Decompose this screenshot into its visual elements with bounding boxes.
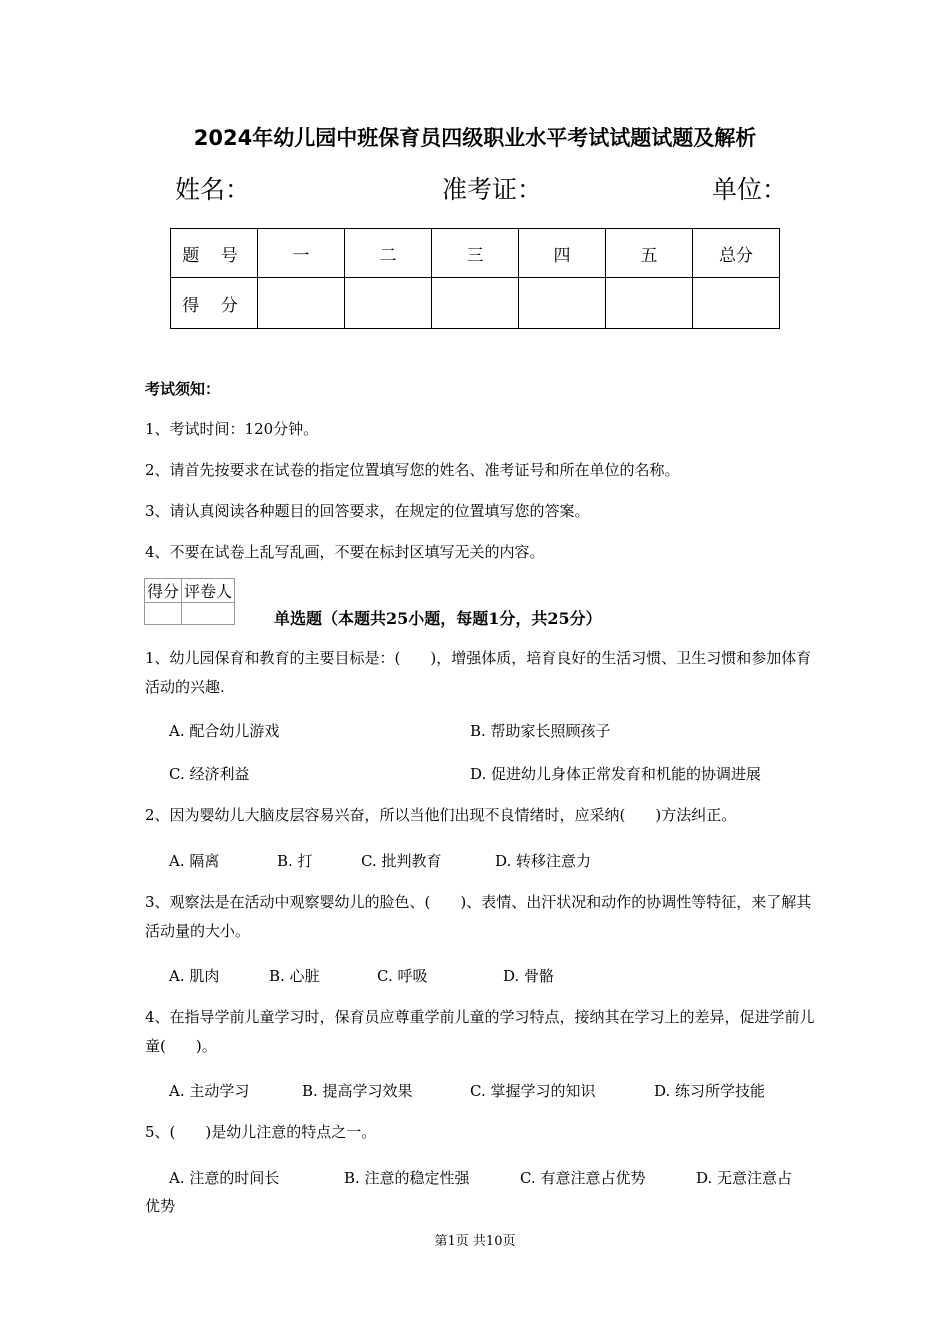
question-3-option-a: A. 肌肉 [169,967,220,985]
score-cell[interactable] [519,278,606,329]
grader-score-cell[interactable] [145,603,182,625]
score-col-4: 四 [519,229,606,278]
question-4-option-b: B. 提高学习效果 [302,1082,413,1100]
score-table-score-row [171,278,780,329]
notice-item-4: 4、不要在试卷上乱写乱画，不要在标封区填写无关的内容。 [145,543,545,561]
page-title: 2024年幼儿园中班保育员四级职业水平考试试题试题及解析 [193,126,757,150]
question-2-option-b: B. 打 [277,852,313,870]
name-field-label: 姓名： [175,175,251,204]
grader-name-cell[interactable] [182,603,235,625]
page-footer: 第1页 共10页 [434,1234,516,1249]
exam-id-field-label: 准考证： [442,175,543,204]
question-4-option-c: C. 掌握学习的知识 [470,1082,596,1100]
score-row-label: 得 分 [171,278,258,329]
question-3-option-b: B. 心脏 [269,967,320,985]
question-4-option-d: D. 练习所学技能 [654,1082,766,1100]
question-3-option-c: C. 呼吸 [377,967,428,985]
notice-item-3: 3、请认真阅读各种题目的回答要求，在规定的位置填写您的答案。 [145,502,590,520]
score-cell[interactable] [693,278,780,329]
question-2-text: 2、因为婴幼儿大脑皮层容易兴奋，所以当他们出现不良情绪时，应采纳( )方法纠正。 [145,806,737,824]
question-2-option-a: A. 隔离 [169,852,220,870]
score-cell[interactable] [606,278,693,329]
notice-item-2: 2、请首先按要求在试卷的指定位置填写您的姓名、准考证号和所在单位的名称。 [145,461,680,479]
question-5-option-a: A. 注意的时间长 [169,1169,280,1187]
question-1-option-d: D. 促进幼儿身体正常发育和机能的协调进展 [470,765,762,783]
score-table-header-row [171,229,780,278]
question-1-option-a: A. 配合幼儿游戏 [169,722,280,740]
question-3-text: 3、观察法是在活动中观察婴幼儿的脸色、( )、表情、出汗状况和动作的协调性等特征，来了解其活动量的大小。 [145,893,812,940]
grader-score-label: 得分 [145,579,182,603]
grader-box [144,578,235,625]
notice-heading: 考试须知： [145,380,221,398]
question-5-text: 5、( )是幼儿注意的特点之一。 [145,1123,377,1141]
score-col-2: 二 [345,229,432,278]
score-cell[interactable] [432,278,519,329]
notice-item-1: 1、考试时间：120分钟。 [145,420,319,438]
score-col-1: 一 [258,229,345,278]
question-2-option-d: D. 转移注意力 [495,852,592,870]
question-5-option-d-wrap: 优势 [145,1197,176,1215]
score-col-3: 三 [432,229,519,278]
question-3-option-d: D. 骨骼 [503,967,555,985]
question-2-option-c: C. 批判教育 [361,852,442,870]
question-5-option-d: D. 无意注意占 [696,1169,793,1187]
question-4-text: 4、在指导学前儿童学习时，保育员应尊重学前儿童的学习特点，接纳其在学习上的差异，促进学前儿童( )。 [145,1008,815,1055]
score-cell[interactable] [345,278,432,329]
question-5-option-c: C. 有意注意占优势 [520,1169,646,1187]
unit-field-label: 单位： [712,175,788,204]
question-1-text: 1、幼儿园保育和教育的主要目标是：( )，增强体质，培育良好的生活习惯、卫生习惯和参加体育活动的兴趣. [145,649,812,696]
question-4-option-a: A. 主动学习 [169,1082,250,1100]
grader-name-label: 评卷人 [182,579,235,603]
section-title: 单选题（本题共25小题，每题1分，共25分） [274,609,602,628]
question-5-option-b: B. 注意的稳定性强 [344,1169,470,1187]
question-1-option-c: C. 经济利益 [169,765,250,783]
score-table-row-label: 题 号 [171,229,258,278]
score-col-5: 五 [606,229,693,278]
score-table [170,228,780,329]
question-1-option-b: B. 帮助家长照顾孩子 [470,722,611,740]
score-col-total: 总分 [693,229,780,278]
score-cell[interactable] [258,278,345,329]
